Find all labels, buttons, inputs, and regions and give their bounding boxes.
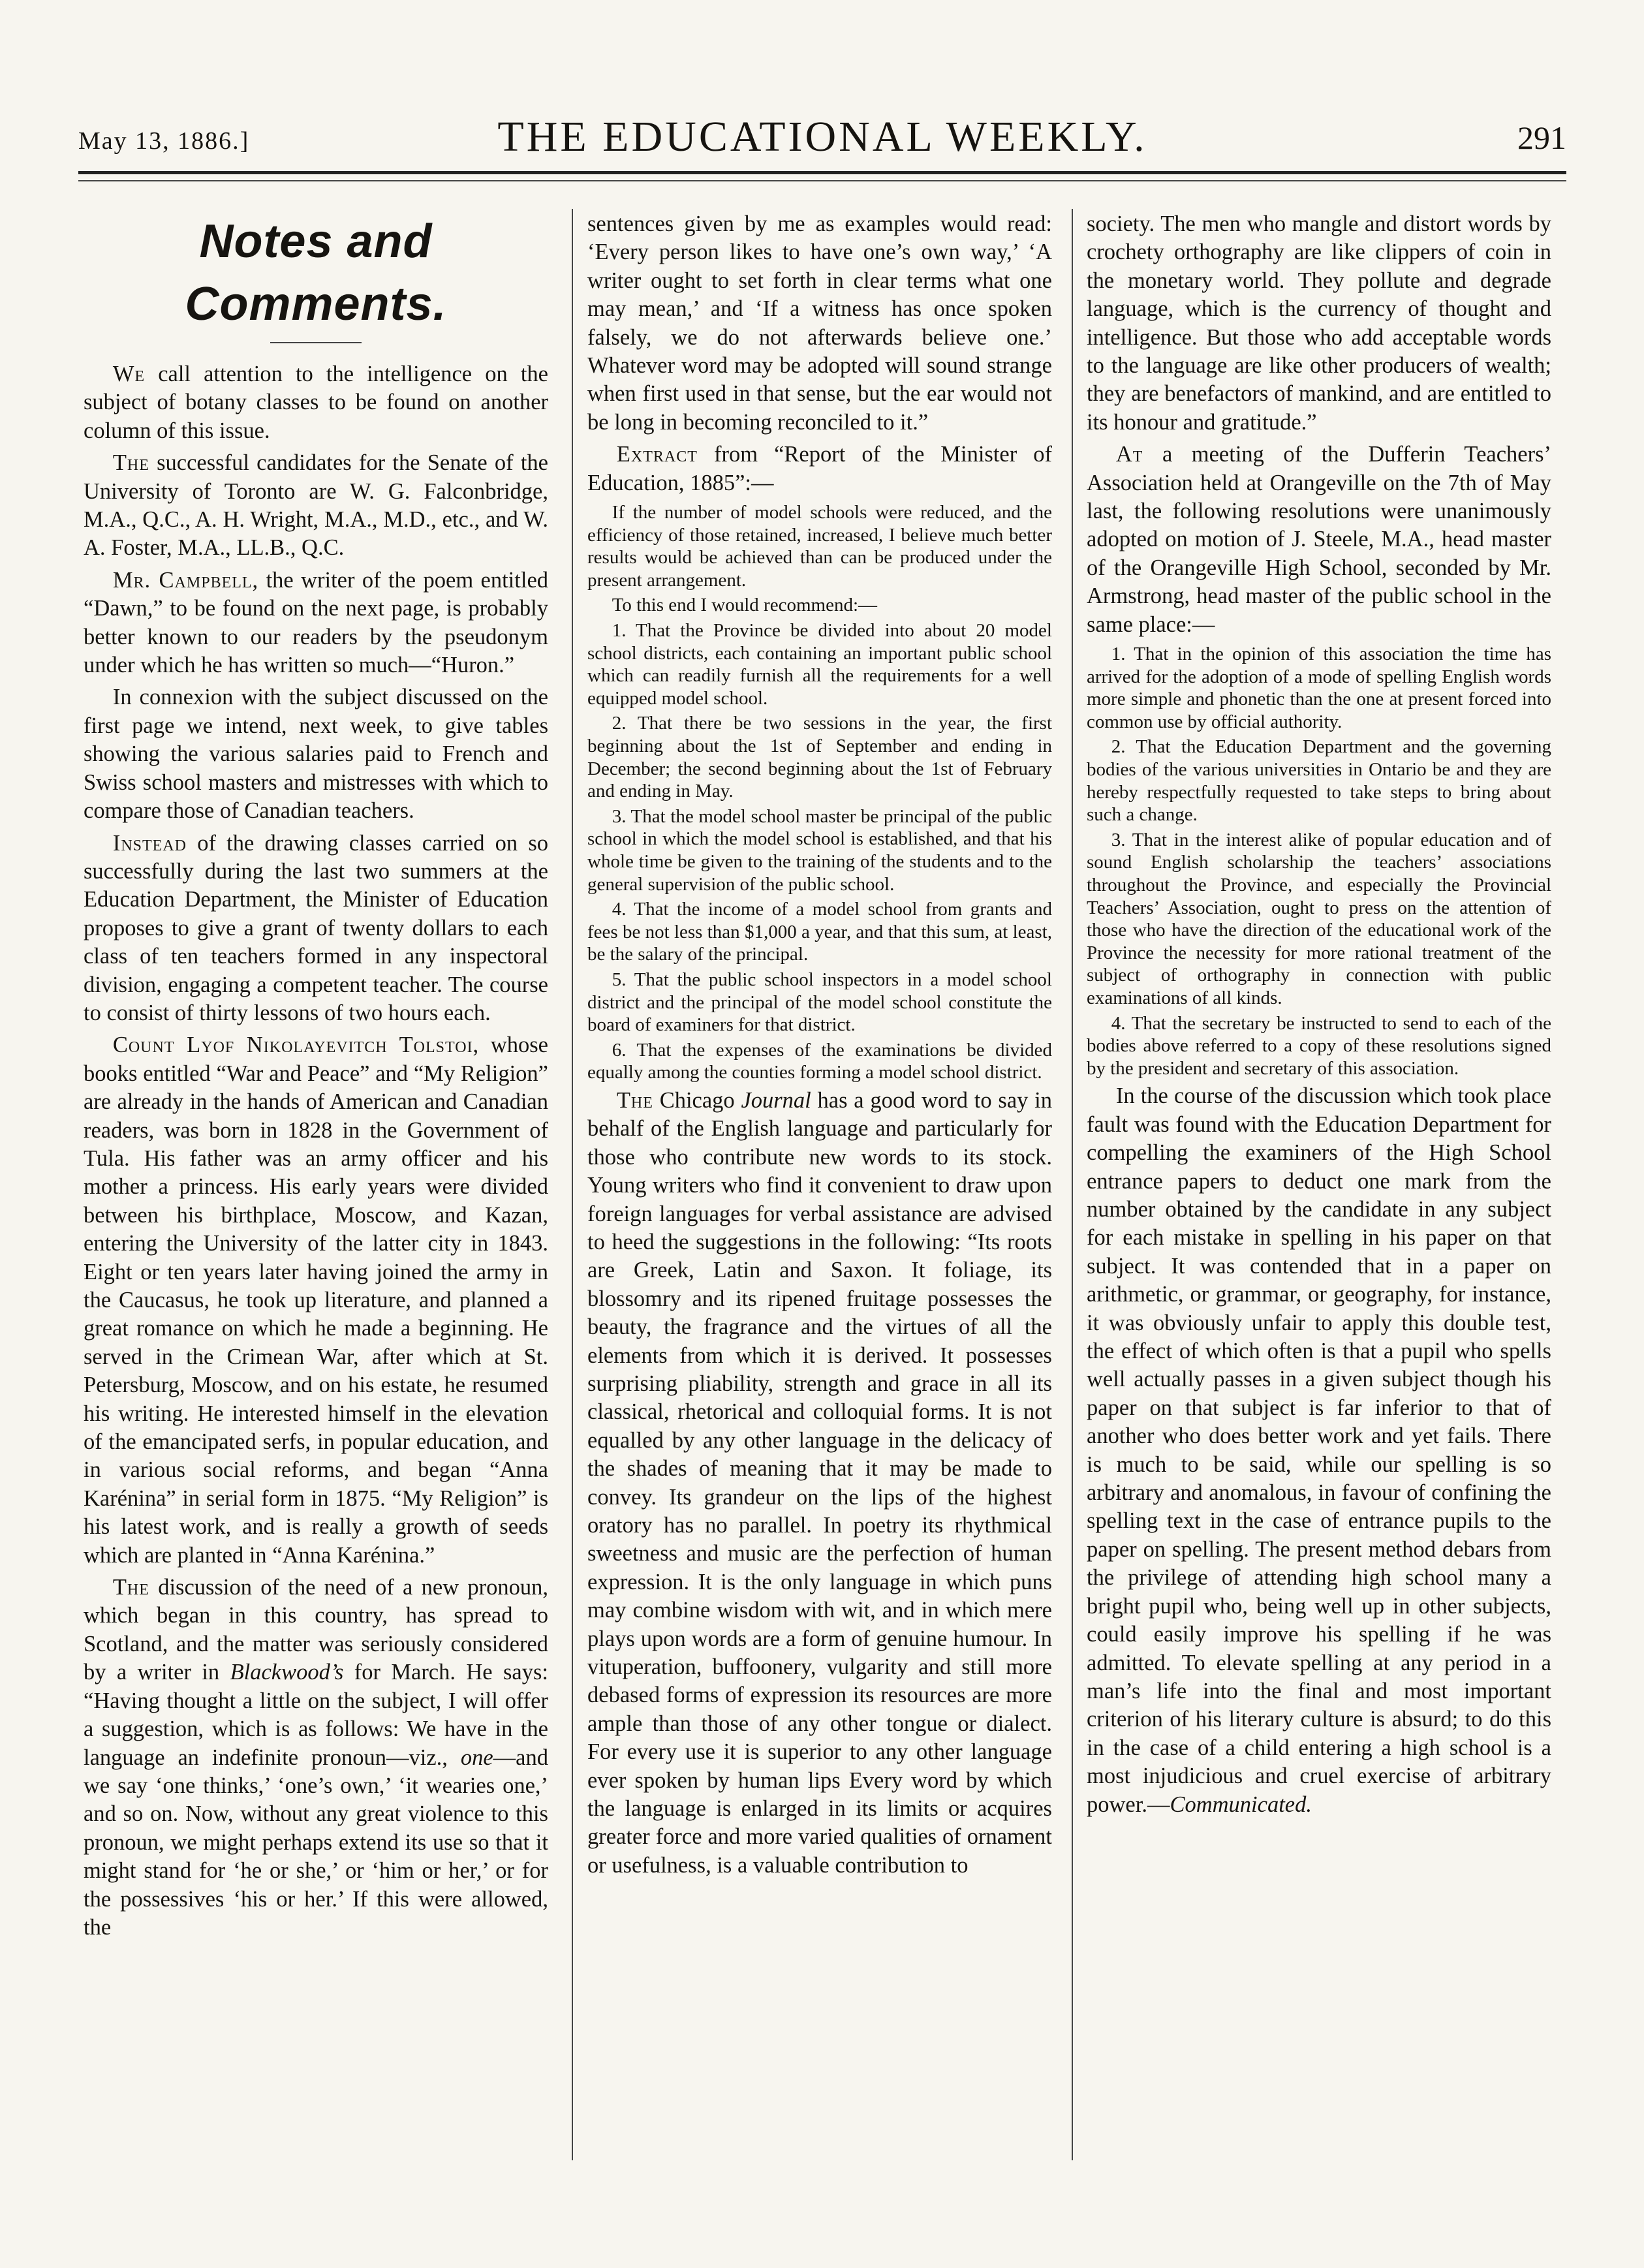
resolution-item: 3. That in the interest alike of popular education and of sound English scholarship the teachers’ associations throughout the Province, and especially the Provincial Teachers’ Association, ought to press on the attention of those who have the direction of the educational work of the Province the necessity for more rational treatment of the subject of orthography in connection with public examinations of all kinds. [1087, 829, 1551, 1008]
paragraph-chicago-journal [587, 1087, 1052, 1880]
paragraph-text: discussion of the need of a new pronoun, which began in this country, has spread to Scotland, and the matter was seriously considered by a writer in [84, 1575, 548, 1685]
column-2 [587, 210, 1052, 2220]
paragraph-pronoun [84, 1574, 548, 1942]
header-rule-thick [78, 171, 1566, 174]
paragraph-journal-continued: society. The men who mangle and distort words by crochety orthography are like clippers of coin in the monetary world. They pollute and degrade language, which is the currency of thought and intelligence. But those who add acceptable words to the language are like other producers of wealth; they are benefactors of mankind, and are entitled to its honour and gratitude.” [1087, 211, 1551, 435]
column-divider-2 [1072, 209, 1073, 2160]
paragraph-text: from “Report of the Minister of Education, 1885”:— [587, 442, 1052, 495]
page-number: 291 [1517, 119, 1566, 156]
recommendation-item: 6. That the expenses of the examinations be divided equally among the counties forming a model school district. [587, 1039, 1052, 1083]
section-heading: Notes and Comments. [185, 215, 447, 330]
paragraph-campbell [84, 567, 548, 680]
paragraph-text: a meeting of the Dufferin Teachers’ Association held at Orangeville on the 7th of May last, the following resolutions were unanimously adopted on motion of J. Steele, M.A., head master of the Orangeville High School, seconded by Mr. Armstrong, head master of the public school in the same place:— [1087, 442, 1551, 637]
column-divider-1 [572, 209, 573, 2160]
recommendation-item: 5. That the public school inspectors in a model school district and the principal of the model school constitute the board of examiners for that district. [587, 969, 1052, 1036]
quote-paragraph: To this end I would recommend:— [612, 595, 877, 616]
paragraph-text: of the drawing classes carried on so successfully during the last two summers at the Education Department, the Minister of Education proposes to give a grant of twenty dollars to each class of ten teachers formed in any inspectoral division, engaging a competent teacher. The course to consist of thirty lessons of two hours each. [84, 830, 548, 1025]
resolution-item: 1. That in the opinion of this association the time has arrived for the adoption of a mode of spelling English words more simple and phonetic than the one at present forced into common use by official authority. [1087, 644, 1551, 732]
recommendation-item: 3. That the model school master be principal of the public school in which the model school is established, and that his whole time be given to the training of the students and to the general supervision of the public school. [587, 805, 1052, 895]
magazine-title: Blackwood’s [230, 1660, 344, 1685]
issue-date: May 13, 1886.] [78, 127, 250, 155]
signoff: Communicated. [1170, 1792, 1312, 1817]
masthead [78, 112, 1566, 164]
journal-title: Journal [741, 1087, 811, 1113]
recommendation-item: 1. That the Province be divided into about 20 model school districts, each containing an important public school which can readily furnish all the requirements for a well equipped model school. [587, 620, 1052, 709]
quote-paragraph: If the number of model schools were reduced, and the efficiency of those retained, increased, I believe much better results would be achieved than can be produced under the present arrangement. [587, 502, 1052, 591]
paragraph-pronoun-continued: sentences given by me as examples would read: ‘Every person likes to have one’s own way,’ ‘A writer ought to set forth in clear terms what one may mean,’ and ‘If a witness has once spoken falsely, we do not afterwards believe one.’ Whatever word may be adopted will sound strange when first used in that sense, but the ear would not be long in becoming reconciled to it.” [587, 211, 1052, 435]
heading-rule [270, 342, 362, 343]
resolution-item: 4. That the secretary be instructed to send to each of the bodies above referred to a copy of these resolutions signed by the president and secretary of this association. [1087, 1012, 1551, 1079]
paragraph-text: In the course of the discussion which took place fault was found with the Education Department for compelling the examiners of the High School entrance papers to deduct one mark from the number obtained by the candidate in any subject for each mistake in spelling in his paper on that subject. It was contended that in a paper on arithmetic, or grammar, or geography, for instance, it was obviously unfair to apply this double test, the effect of which often is that a pupil who spells well actually passes in a given subject though his paper on that subject is far inferior to that of another who does better work and yet fails. There is much to be said, while our spelling is so arbitrary and anomalous, in favour of confining the spelling text in the case of entrance pupils to the paper on spelling. The present method debars from the privilege of attending high school many a bright pupil who, being well up in other subjects, could easily improve his spelling if he was admitted. To elevate spelling at any period in a man’s life into the final and most important criterion of his literary culture is absurd; to do this in the case of a child entering a high school is a most injudicious and cruel exercise of arbitrary power.— [1087, 1083, 1551, 1817]
paragraph-text: successful candidates for the Senate of the University of Toronto are W. G. Falconbridge, M.A., Q.C., A. H. Wright, M.A., M.D., etc., and W. A. Foster, M.A., LL.B., Q.C. [84, 450, 548, 561]
lead-word: Mr. Campbell, [112, 567, 259, 593]
publication-title: THE EDUCATIONAL WEEKLY. [497, 113, 1147, 161]
paragraph-report-extract [587, 441, 1052, 497]
italic-word: one [460, 1745, 493, 1770]
paragraph-drawing-classes [84, 830, 548, 1028]
paragraph-tolstoi [84, 1031, 548, 1570]
header-rule-thin [78, 180, 1566, 181]
lead-word: We [112, 362, 146, 386]
paragraph-text: Chicago [653, 1087, 741, 1113]
paragraph-text: the writer of the poem entitled “Dawn,” to be found on the next page, is probably better known to our readers by the pseudonym under which he has written so much—“Huron.” [84, 567, 548, 678]
paragraph-text: —and we say ‘one thinks,’ ‘one’s own,’ ‘it wearies one,’ and so on. Now, without any great violence to this pronoun, we might perhaps extend its use so that it might stand for ‘he or she,’ or ‘him or her,’ or for the possessives ‘his or her.’ If this were allowed, the [84, 1745, 548, 1940]
lead-word: Extract [616, 442, 698, 467]
lead-word: Instead [112, 830, 187, 856]
recommendation-item: 2. That there be two sessions in the year, the first beginning about the 1st of September and ending in December; the second beginning about the 1st of February and ending in May. [587, 713, 1052, 802]
paragraph-text: for March. He says: “Having thought a little on the subject, I will offer a suggestion, which is as follows: We have in the language an indefinite pronoun—viz., [84, 1660, 548, 1770]
paragraph-salaries: In connexion with the subject discussed on the first page we intend, next week, to give tables showing the various salaries paid to French and Swiss school masters and mistresses with which to compare those of Canadian teachers. [84, 685, 548, 824]
resolution-item: 2. That the Education Department and the governing bodies of the various universities in Ontario be and they are hereby respectfully requested to take steps to bring about such a change. [1087, 736, 1551, 826]
lead-word: The [616, 1087, 653, 1113]
paragraph-botany [84, 360, 548, 445]
lead-word: Count Lyof Nikolayevitch Tolstoi, [112, 1033, 480, 1058]
paragraph-senate [84, 449, 548, 563]
paragraph-text: call attention to the intelligence on the subject of botany classes to be found on another column of this issue. [84, 362, 548, 443]
lead-word: The [112, 1575, 149, 1600]
lead-word: At [1115, 442, 1143, 467]
paragraph-text: has a good word to say in behalf of the English language and particularly for those who contribute new words to its stock. Young writers who find it convenient to draw upon foreign languages for verbal assistance are advised to heed the suggestions in the following: “Its roots are Greek, Latin and Saxon. It foliage, its blossomry and its ripened fruitage possesses the beauty, the fragrance and the virtues of all the elements from which it is derived. It possesses surprising pliability, strength and grace in all its classical, rhetorical and colloquial forms. It is not equalled by any other language in the delicacy of the shades of meaning that it may be made to convey. Its grandeur on the lips of the highest oratory has no parallel. In poetry its rhythmical sweetness and music are the perfection of human expression. It is the only language in which puns may combine wisdom with wit, and in which mere plays upon words are a form of genuine humour. In vituperation, buffoonery, vulgarity and still more debased forms of expression its resources are more ample than those of any other tongue or dialect. For every use it is superior to any other language ever spoken by human lips Every word by which the language is enlarged in its limits or acquires greater force and more varied qualities of ornament or usefulness, is a valuable contribution to [587, 1087, 1052, 1878]
recommendation-item: 4. That the income of a model school from grants and fees be not less than $1,000 a year, and that this sum, at least, be the salary of the principal. [587, 899, 1052, 965]
column-3 [1087, 210, 1551, 2220]
lead-word: The [112, 450, 149, 476]
paragraph-spelling-discussion [1087, 1082, 1551, 1819]
paragraph-dufferin-meeting [1087, 441, 1551, 639]
column-1 [84, 210, 548, 2220]
paragraph-text: whose books entitled “War and Peace” and “My Religion” are already in the hands of American and Canadian readers, was born in 1828 in the Government of Tula. His father was an army officer and his mother a princess. His early years were divided between his birthplace, Moscow, and Kazan, entering the University of the latter city in 1843. Eight or ten years later having joined the army in the Caucasus, he took up literature, and planned a great romance on which he made a beginning. He served in the Crimean War, after which at St. Petersburg, Moscow, and on his estate, he resumed his writing. He interested himself in the elevation of the emancipated serfs, in popular education, and in various social reforms, and began “Anna Karénina” in serial form in 1875. “My Religion” is his latest work, and is really a growth of seeds which are planted in “Anna Karénina.” [84, 1033, 548, 1568]
